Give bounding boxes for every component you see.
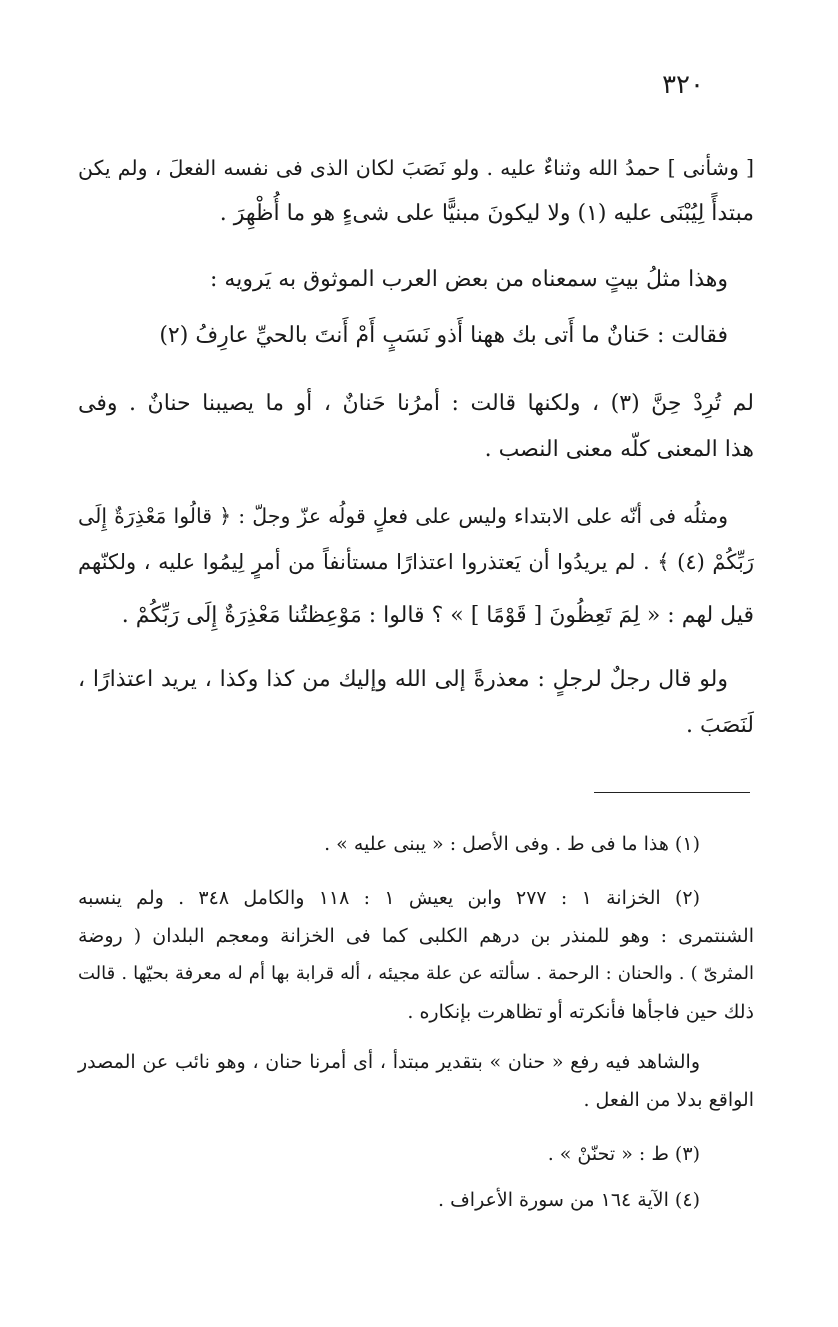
footnote-line: (٤) الآية ١٦٤ من سورة الأعراف . — [438, 1189, 700, 1211]
body-line: مبتدأً لِيُبْنَى عليه (١) ولا ليكونَ مبنيًّا على شىءٍ هو ما أُظْهِرَ . — [219, 201, 754, 226]
footnote-line: ذلك حين فاجأها فأنكرته أو تظاهرت بإنكاره . — [407, 1001, 754, 1023]
footnote-line: الشنتمرى : وهو للمنذر بن درهم الكلبى كما فى الخزانة ومعجم البلدان ( روضة — [78, 925, 754, 947]
body-line: ومثلُه فى أنّه على الابتداء وليس على فعلٍ قولُه عزّ وجلّ : ﴿ قالُوا مَعْذِرَةٌ إِلَى — [78, 504, 728, 528]
body-line: لَنَصَبَ . — [685, 713, 754, 738]
verse-line: فقالت : حَنانٌ ما أَتى بك ههنا أَذو نَسَبٍ أَمْ أَنتَ بالحيِّ عارِفُ (٢) — [159, 323, 728, 348]
body-line: ولو قال رجلٌ لرجلٍ : معذرةً إلى الله وإليك من كذا وكذا ، يريد اعتذارًا ، — [78, 667, 728, 692]
page-number: ٣٢٠ — [662, 70, 704, 100]
body-line: لم تُرِدْ حِنَّ (٣) ، ولكنها قالت : أمرُنا حَنانٌ ، أو ما يصيبنا حنانٌ . وفى — [78, 391, 755, 416]
footnote-divider — [594, 792, 750, 793]
footnote-line: (٣) ط : « تحنّنْ » . — [547, 1143, 700, 1165]
footnote-line: (٢) الخزانة ١ : ٢٧٧ وابن يعيش ١ : ١١٨ والكامل ٣٤٨ . ولم ينسبه — [78, 887, 701, 909]
body-line: [ وشأنى ] حمدُ الله وثناءٌ عليه . ولو نَصَبَ لكان الذى فى نفسه الفعلَ ، ولم يكن — [78, 156, 754, 180]
body-line: قيل لهم : « لِمَ تَعِظُونَ [ قَوْمًا ] » ؟ قالوا : مَوْعِظتُنا مَعْذِرَةٌ إِلَى رَبِّكُمْ . — [121, 603, 754, 628]
footnote-line: والشاهد فيه رفع « حنان » بتقدير مبتدأ ، أى أمرنا حنان ، وهو نائب عن المصدر — [78, 1051, 700, 1073]
body-line: وهذا مثلُ بيتٍ سمعناه من بعض العرب الموثوق به يَرويه : — [210, 267, 728, 292]
footnote-line: (١) هذا ما فى ط . وفى الأصل : « يبنى عليه » . — [324, 833, 700, 855]
footnote-line: الواقع بدلا من الفعل . — [583, 1089, 754, 1111]
body-line: رَبِّكُمْ (٤) ﴾ . لم يريدُوا أن يَعتذروا اعتذارًا مستأنفاً من أمرٍ لِيمُوا عليه ، ولكنّهم — [78, 550, 754, 574]
footnote-line: المثرىّ ) . والحنان : الرحمة . سألته عن علة مجيئه ، أله قرابة بها أم له معرفة بحيّها . قالت — [78, 963, 754, 984]
body-line: هذا المعنى كلّه معنى النصب . — [484, 437, 754, 462]
